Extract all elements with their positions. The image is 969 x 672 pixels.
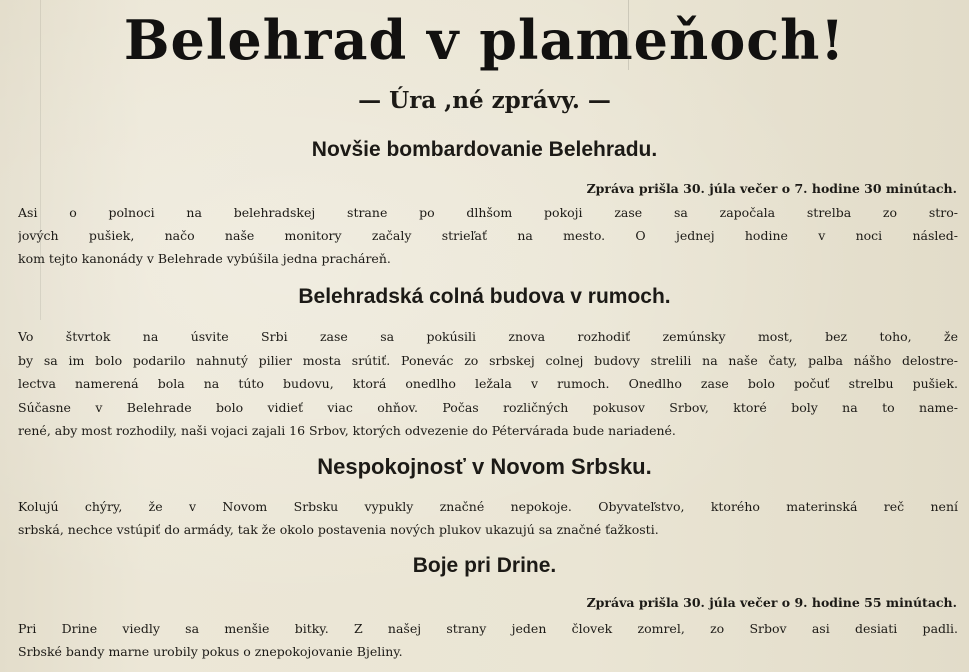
section-heading-bombardment: Novšie bombardovanie Belehradu. — [311, 138, 658, 161]
paragraph-line: kom tejto kanonády v Belehrade vybúšila jedna pracháreň. — [18, 251, 391, 266]
paragraph-line: srbská, nechce vstúpiť do armády, tak že okolo postavenia nových plukov ukazujú sa značné ťažkosti. — [18, 522, 659, 537]
paragraph-line: Srbské bandy marne urobily pokus o znepokojovanie Bjeliny. — [18, 644, 403, 659]
paragraph-line: Kolujú chýry, že v Novom Srbsku vypukly značné nepokoje. Obyvateľstvo, ktorého materinská reč není — [18, 499, 958, 514]
paragraph-line: jových pušiek, načo naše monitory začaly strieľať na mesto. O jednej hodine v noci násled- — [18, 228, 958, 243]
subtitle: — Úra ,né zprávy. — — [358, 87, 611, 114]
dateline-section-4: Zpráva prišla 30. júla večer o 9. hodine 55 minútach. — [586, 595, 957, 610]
paragraph-line: Súčasne v Belehrade bolo vidieť viac ohňov. Počas rozličných pokusov Srbov, ktoré boly na to name- — [18, 400, 958, 415]
paragraph-line: by sa im bolo podarilo nahnutý pilier mosta srútiť. Ponevác zo srbskej colnej budovy strelili na naše čaty, palba nášho delostre- — [18, 353, 958, 368]
paragraph-line: Vo štvrtok na úsvite Srbi zase sa pokúsili znova rozhodiť zemúnsky most, bez toho, že — [18, 329, 958, 344]
headline: Belehrad v plameňoch! — [123, 8, 846, 72]
paragraph-line: rené, aby most rozhodily, naši vojaci zajali 16 Srbov, ktorých odvezenie do Pétervárada bude nariadené. — [18, 423, 676, 438]
section-heading-unrest: Nespokojnosť v Novom Srbsku. — [317, 454, 652, 479]
paragraph-line: Asi o polnoci na belehradskej strane po dlhšom pokoji zase sa započala strelba zo stro- — [18, 205, 958, 220]
dateline-section-1: Zpráva prišla 30. júla večer o 7. hodine 30 minútach. — [586, 181, 957, 196]
paragraph-line: Pri Drine viedly sa menšie bitky. Z našej strany jeden človek zomrel, zo Srbov asi desiati padli. — [18, 621, 958, 636]
section-heading-customs-house: Belehradská colná budova v rumoch. — [298, 285, 671, 308]
paragraph-line: lectva namerená bola na túto budovu, ktorá onedlho ležala v rumoch. Onedlho zase bolo počuť strelbu pušiek. — [18, 376, 958, 391]
section-heading-drina: Boje pri Drine. — [412, 554, 557, 577]
